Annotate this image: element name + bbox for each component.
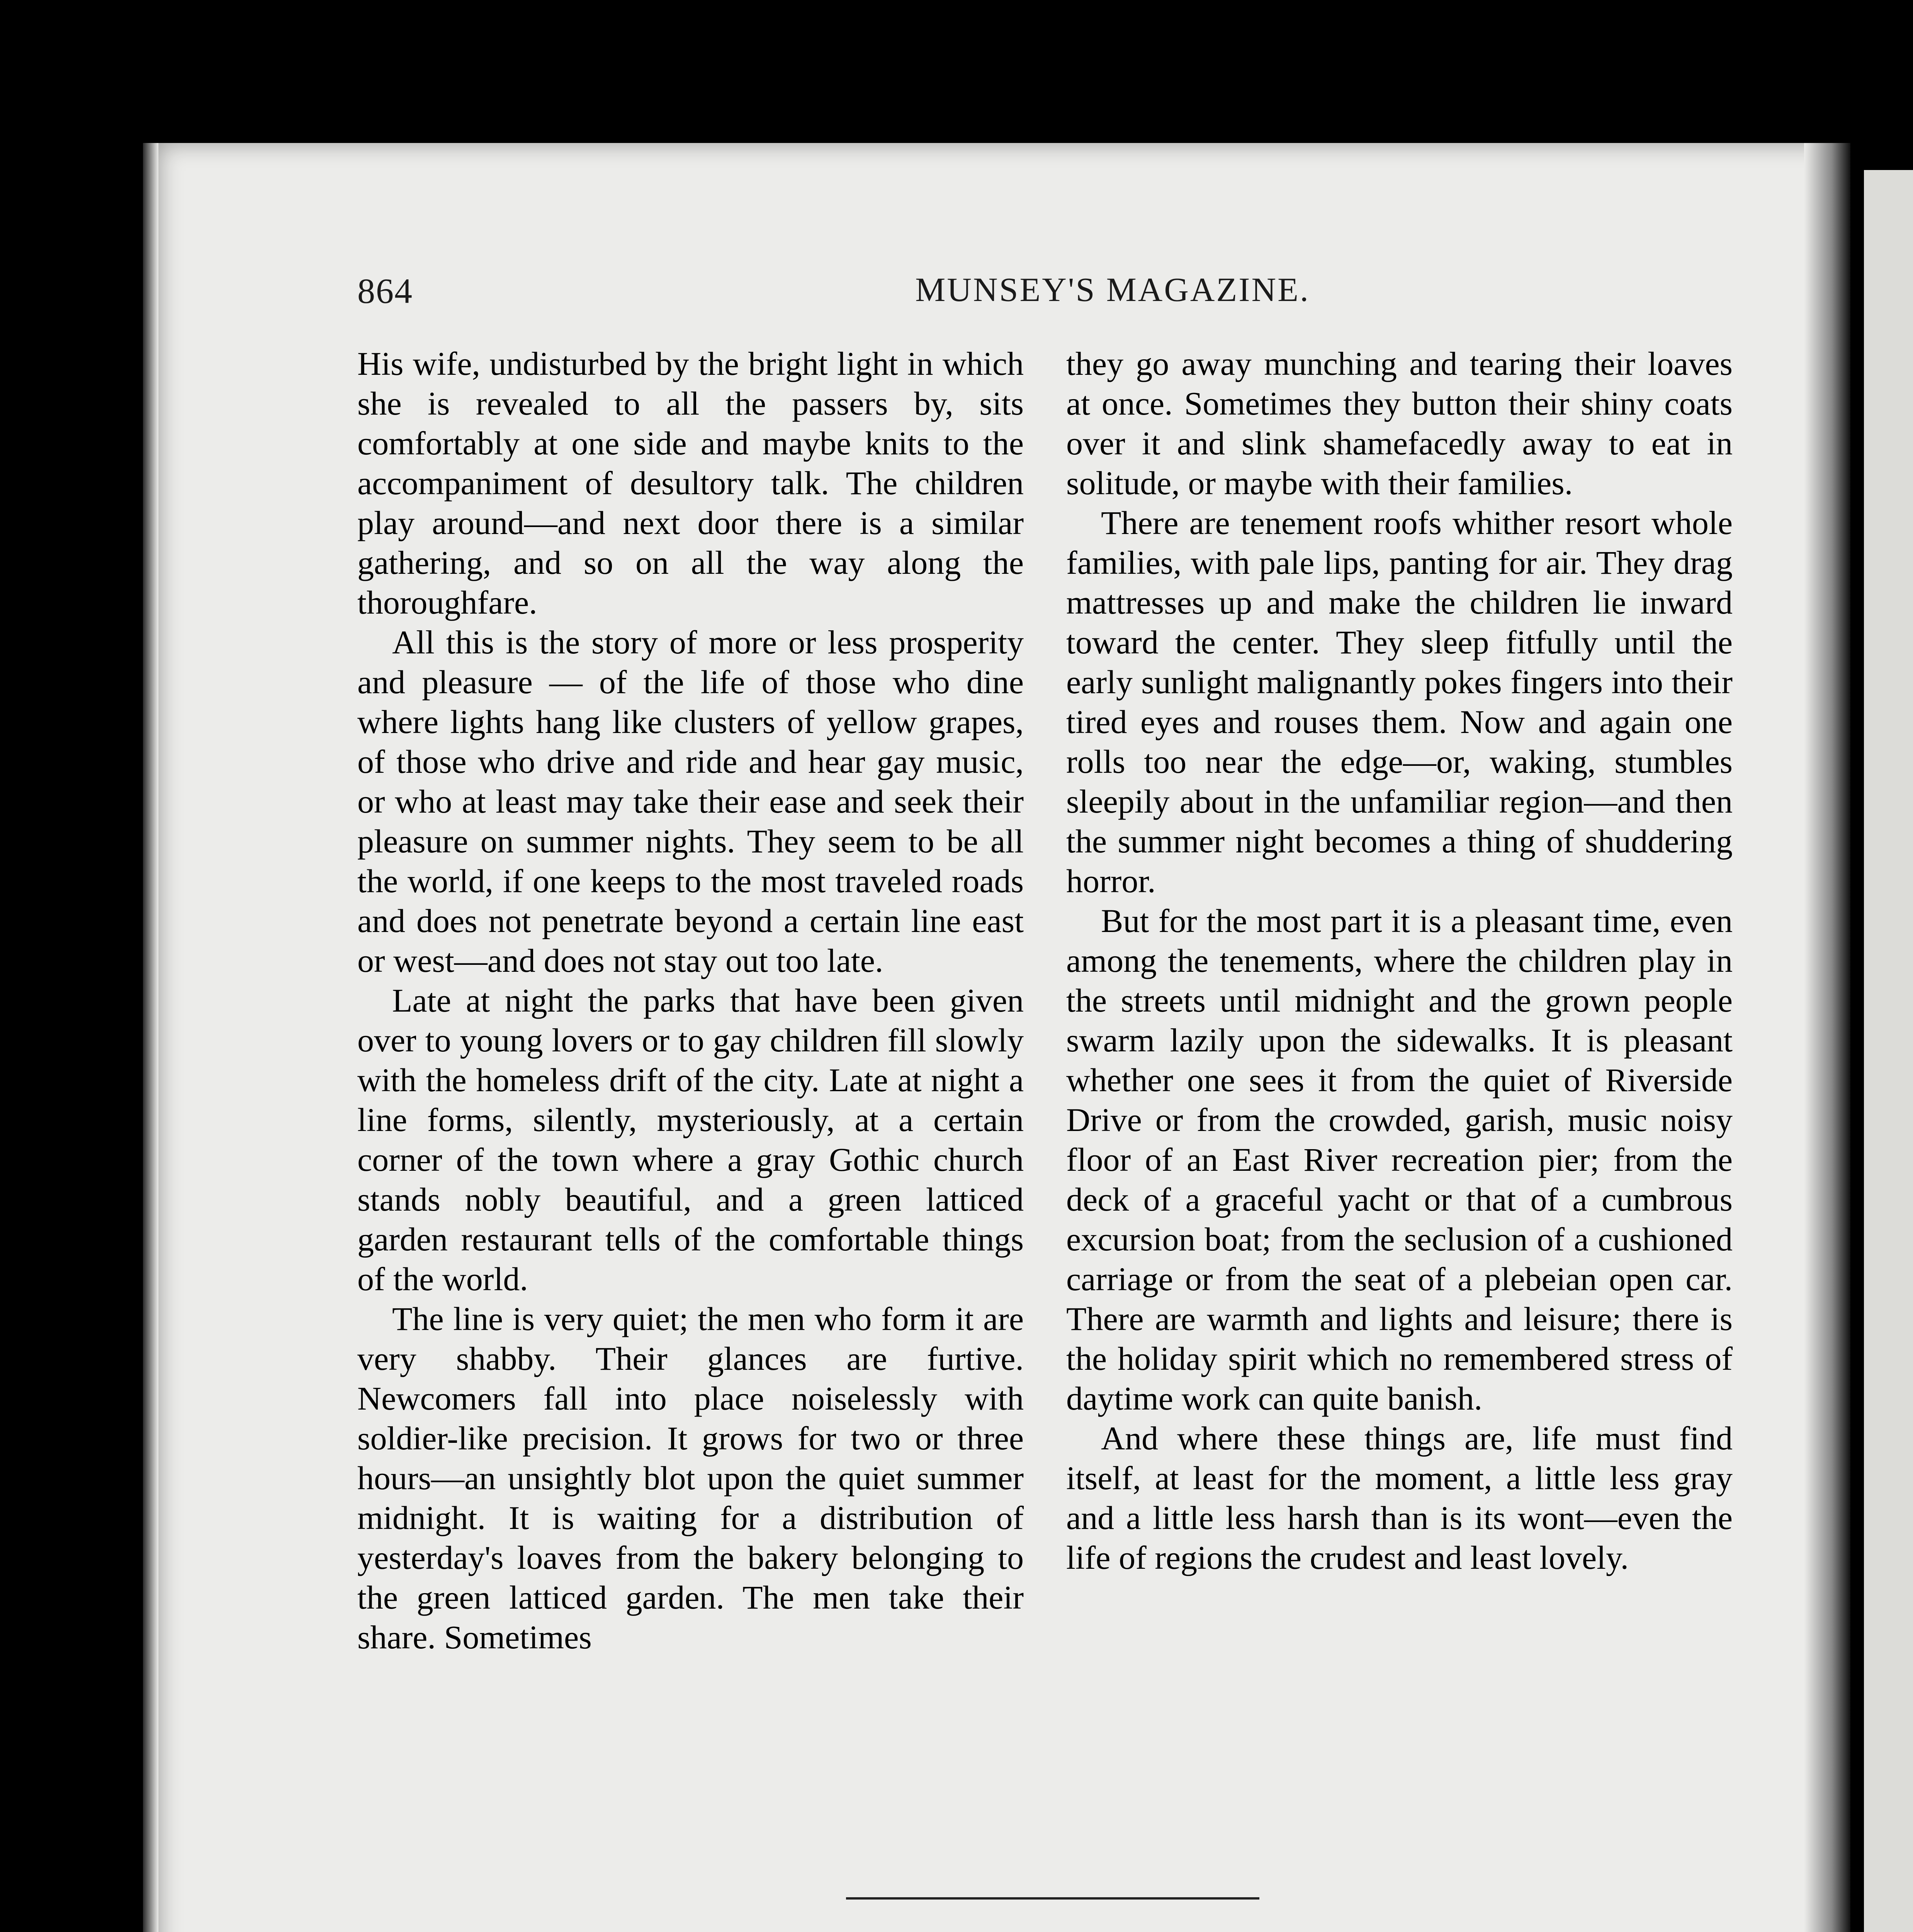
article-right-column [1066, 344, 1733, 1578]
article-paragraph: His wife, undisturbed by the bright light in which she is revealed to all the passers by, sits comfortably at one side and maybe knits to the accompaniment of desultory talk. The children play around—and next door there is a similar gathering, and so on all the way along the thoroughfare. [357, 345, 1024, 621]
article-paragraph: But for the most part it is a pleasant time, even among the tenements, where the children play in the streets until midnight and the grown people swarm lazily upon the sidewalks. It is pleasant whether one sees it from the quiet of Riverside Drive or from the crowded, garish, music noisy floor of an East River recreation pier; from the deck of a graceful yacht or that of a cumbrous excursion boat; from the seclusion of a cushioned carriage or from the seat of a plebeian open car. There are warmth and lights and leisure; there is the holiday spirit which no remembered stress of daytime work can quite banish. [1066, 902, 1733, 1417]
article-left-column [357, 344, 1024, 1657]
page-number: 864 [357, 271, 413, 311]
article-paragraph: All this is the story of more or less prosperity and pleasure — of the life of those who dine where lights hang like clusters of yellow grapes, of those who drive and ride and hear gay music, or who at least may take their ease and seek their pleasure on summer nights. They seem to be all the world, if one keeps to the most traveled roads and does not penetrate beyond a certain line east or west—and does not stay out too late. [357, 624, 1024, 979]
magazine-page [143, 143, 1850, 1932]
running-head [143, 270, 1850, 310]
section-divider-rule [846, 1897, 1259, 1900]
page-spine-shadow [1804, 143, 1850, 1932]
running-head-text: MUNSEY'S MAGAZINE. [915, 271, 1310, 309]
article-paragraph: The line is very quiet; the men who form it are very shabby. Their glances are furtive. Newcomers fall into place noiselessly with soldier-like precision. It grows for two or three hours—an unsightly blot upon the quiet summer midnight. It is waiting for a distribution of yesterday's loaves from the bakery belonging to the green latticed garden. The men take their share. Sometimes [357, 1300, 1024, 1656]
article-paragraph: There are tenement roofs whither resort whole families, with pale lips, panting for air. They drag mattresses up and make the children lie inward toward the center. They sleep fitfully until the early sunlight malignantly pokes fingers into their tired eyes and rouses them. Now and again one rolls too near the edge—or, waking, stumbles sleepily about in the unfamiliar region—and then the summer night becomes a thing of shuddering horror. [1066, 504, 1733, 900]
article-paragraph: Late at night the parks that have been given over to young lovers or to gay children fill slowly with the homeless drift of the city. Late at night a line forms, silently, mysteriously, at a certain corner of the town where a gray Gothic church stands nobly beautiful, and a green latticed garden restaurant tells of the comfortable things of the world. [357, 982, 1024, 1298]
article-paragraph: they go away munching and tearing their loaves at once. Sometimes they button their shiny coats over it and slink shamefacedly away to eat in solitude, or maybe with their families. [1066, 345, 1733, 502]
adjacent-page-edge [1864, 170, 1913, 1932]
article-paragraph: And where these things are, life must find itself, at least for the moment, a little less gray and a little less harsh than is its wont—even the life of regions the crudest and least lovely. [1066, 1420, 1733, 1576]
